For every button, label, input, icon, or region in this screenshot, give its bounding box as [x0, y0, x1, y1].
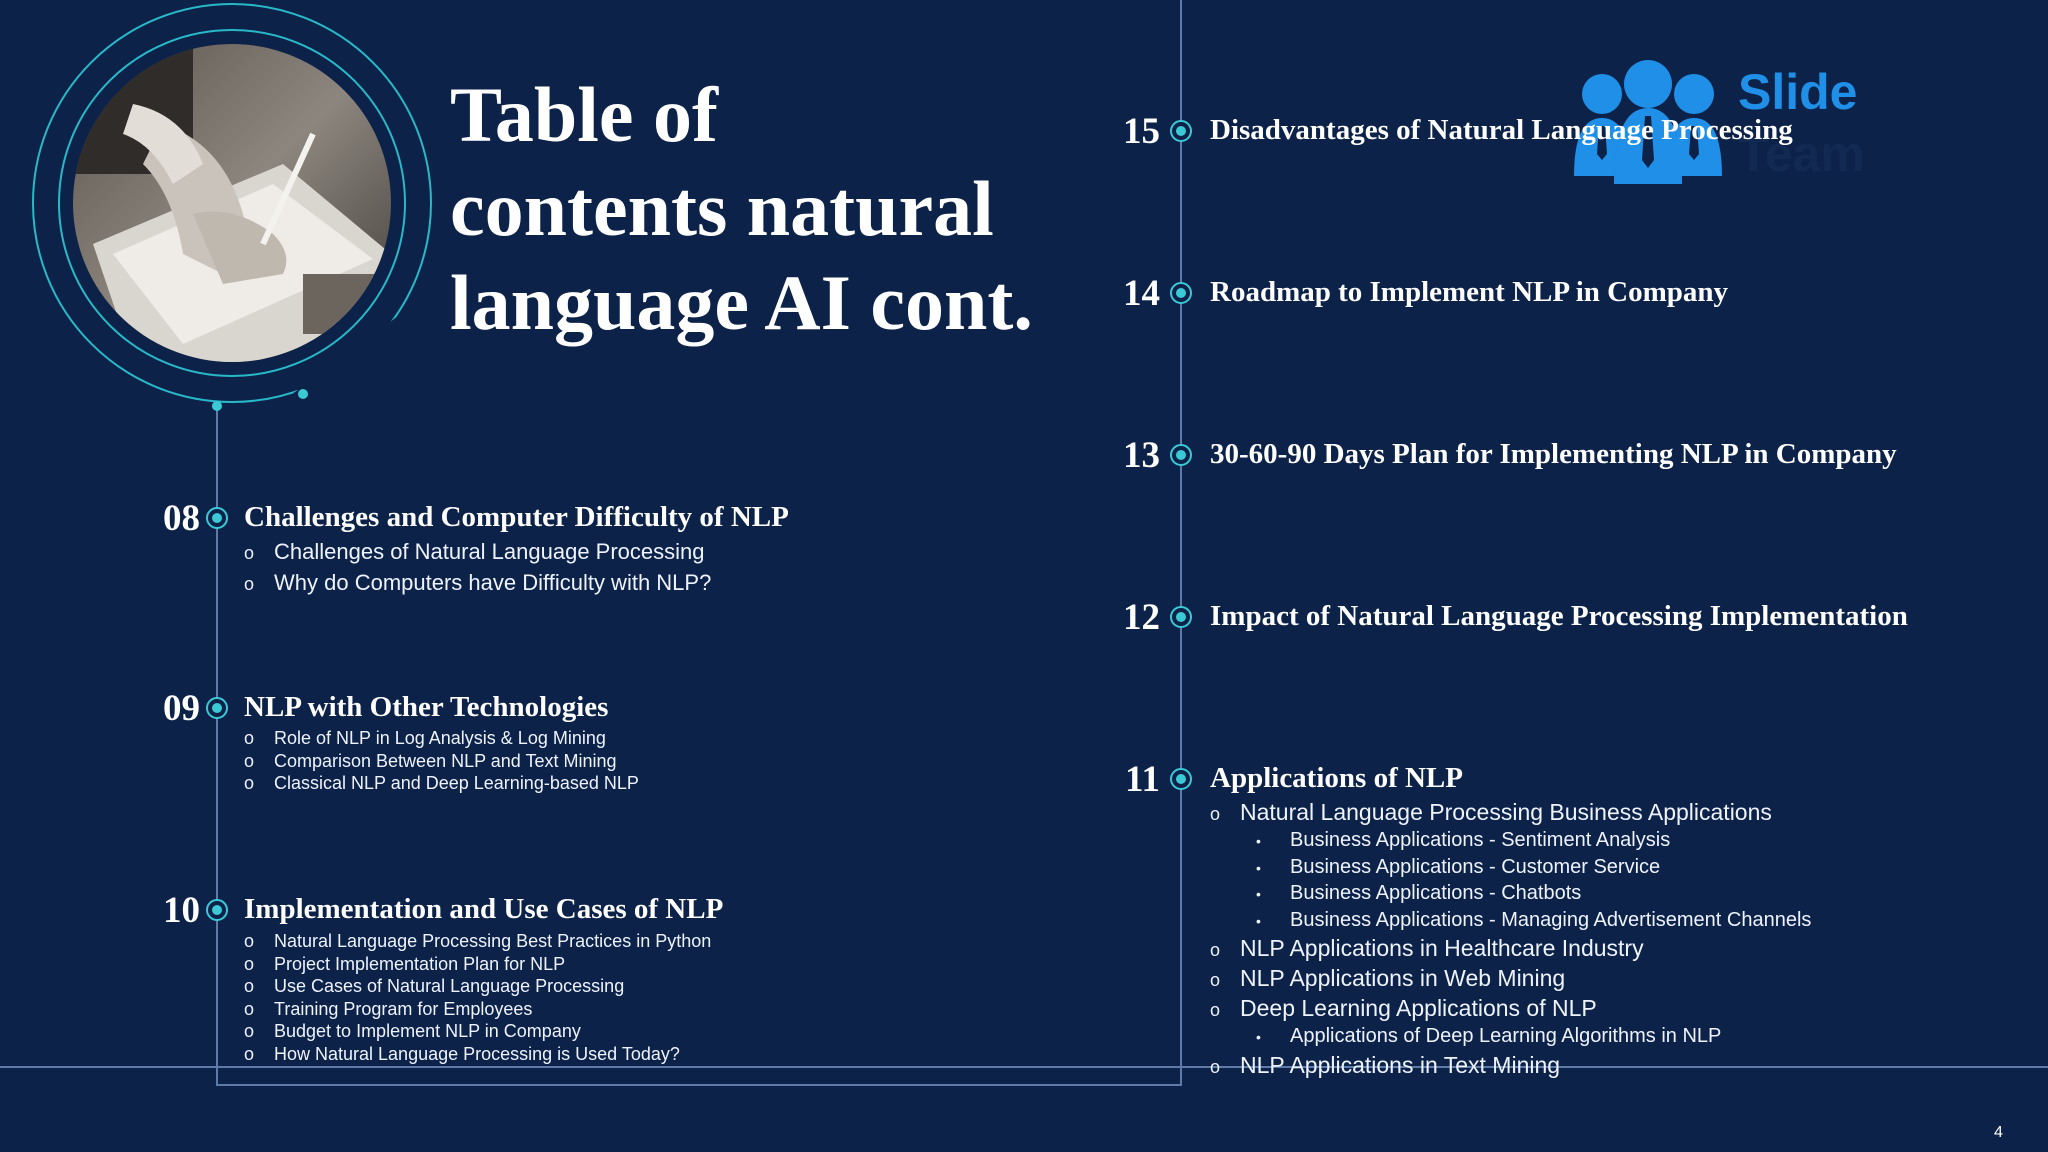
section-number-15: 15: [1123, 111, 1160, 152]
list-item[interactable]: [244, 750, 639, 773]
timeline-dot-08: [206, 507, 228, 529]
list-item-text: Classical NLP and Deep Learning-based NLP: [274, 773, 639, 794]
list-item-text: Training Program for Employees: [274, 998, 533, 1019]
list-item[interactable]: [1210, 1051, 1811, 1081]
bullet-icon: o: [244, 773, 255, 794]
sub-list-item-text: Business Applications - Customer Service: [1290, 855, 1661, 878]
logo-word-team: Team: [1738, 126, 1865, 182]
list-item-text: Why do Computers have Difficulty with NLP?: [274, 570, 712, 595]
bullet-icon: o: [244, 1043, 255, 1064]
sub-list-item[interactable]: [1210, 881, 1811, 908]
list-item[interactable]: [244, 975, 711, 998]
timeline-dot-10: [206, 899, 228, 921]
bullet-icon: o: [1210, 970, 1221, 991]
list-item-text: Comparison Between NLP and Text Mining: [274, 750, 617, 771]
bullet-icon: •: [1256, 859, 1261, 876]
sub-list-item[interactable]: [1210, 855, 1811, 882]
section-list-09: [244, 727, 639, 795]
list-item[interactable]: [244, 998, 711, 1021]
section-number-09: 09: [163, 688, 200, 729]
timeline-dot-09: [206, 697, 228, 719]
bullet-icon: o: [244, 750, 255, 771]
sub-list-item-text: Applications of Deep Learning Algorithms in NLP: [1290, 1025, 1722, 1048]
timeline-dot-11: [1170, 768, 1192, 790]
section-heading-11[interactable]: Applications of NLP: [1210, 762, 1463, 794]
list-item[interactable]: [244, 953, 711, 976]
section-heading-08[interactable]: Challenges and Computer Difficulty of NLP: [244, 501, 789, 533]
list-item[interactable]: [244, 772, 639, 795]
section-number-11: 11: [1125, 759, 1160, 800]
list-item[interactable]: [1210, 934, 1811, 964]
list-item[interactable]: [1210, 994, 1811, 1024]
section-heading-13[interactable]: 30-60-90 Days Plan for Implementing NLP in Company: [1210, 438, 1897, 470]
section-heading-10[interactable]: Implementation and Use Cases of NLP: [244, 893, 724, 925]
sub-list-item-text: Business Applications - Managing Advertisement Channels: [1290, 908, 1812, 931]
list-item[interactable]: [244, 1020, 711, 1043]
list-item[interactable]: [1210, 964, 1811, 994]
bullet-icon: •: [1256, 1029, 1261, 1046]
sub-list-item[interactable]: [1210, 908, 1811, 935]
list-item-text: Role of NLP in Log Analysis & Log Mining: [274, 728, 606, 748]
bullet-icon: o: [1210, 1000, 1221, 1021]
bullet-icon: o: [244, 931, 255, 951]
list-item-text: Challenges of Natural Language Processing: [274, 539, 705, 564]
sub-list-item[interactable]: [1210, 1024, 1811, 1051]
section-heading-12[interactable]: Impact of Natural Language Processing Implementation: [1210, 600, 1908, 632]
page-number: 4: [1994, 1124, 2003, 1141]
list-item-text: Deep Learning Applications of NLP: [1240, 995, 1597, 1022]
section-number-10: 10: [163, 890, 200, 931]
title-line-1: Table of: [450, 71, 719, 158]
section-number-08: 08: [163, 498, 200, 539]
list-item[interactable]: [244, 727, 639, 750]
list-item-text: NLP Applications in Web Mining: [1240, 965, 1566, 992]
bullet-icon: o: [244, 998, 255, 1019]
bullet-icon: •: [1256, 886, 1261, 903]
section-heading-14[interactable]: Roadmap to Implement NLP in Company: [1210, 276, 1729, 308]
list-item-text: NLP Applications in Healthcare Industry: [1240, 935, 1644, 962]
section-list-11: [1210, 798, 1811, 1081]
list-item-text: Natural Language Processing Business Applications: [1240, 799, 1772, 825]
timeline-dot-12: [1170, 606, 1192, 628]
list-item[interactable]: [1210, 798, 1811, 828]
timeline-dot-14: [1170, 282, 1192, 304]
list-item[interactable]: [244, 568, 711, 599]
bullet-icon: o: [244, 1021, 255, 1042]
sub-list-item[interactable]: [1210, 828, 1811, 855]
sub-list-item-text: Business Applications - Chatbots: [1290, 882, 1582, 905]
section-heading-15[interactable]: Disadvantages of Natural Language Processing: [1210, 114, 1793, 146]
list-item[interactable]: [244, 1043, 711, 1066]
section-list-10: [244, 930, 711, 1066]
person-writing-photo: [73, 44, 391, 362]
timeline-dot-15: [1170, 120, 1192, 142]
bullet-icon: o: [244, 953, 255, 974]
section-number-13: 13: [1123, 435, 1160, 476]
section-number-12: 12: [1123, 597, 1160, 638]
sub-list-item-text: Business Applications - Sentiment Analysis: [1290, 829, 1671, 851]
list-item[interactable]: [244, 537, 711, 568]
timeline-bottom-connector: [216, 1084, 1182, 1086]
title-line-3: language AI cont.: [450, 259, 1033, 346]
list-item-text: How Natural Language Processing is Used Today?: [274, 1043, 680, 1064]
bullet-icon: o: [244, 574, 255, 594]
section-number-14: 14: [1123, 273, 1160, 314]
bullet-icon: o: [1210, 1056, 1221, 1077]
list-item-text: Natural Language Processing Best Practices in Python: [274, 931, 712, 951]
list-item-text: Use Cases of Natural Language Processing: [274, 976, 625, 997]
logo-word-slide: Slide: [1738, 64, 1858, 120]
list-item[interactable]: [244, 930, 711, 953]
bullet-icon: o: [244, 976, 255, 997]
timeline-dot-13: [1170, 444, 1192, 466]
bullet-icon: •: [1256, 833, 1261, 849]
bullet-icon: o: [1210, 804, 1221, 824]
left-timeline-start-dot: [212, 401, 222, 411]
ring-end-dot: [298, 389, 308, 399]
list-item-text: Budget to Implement NLP in Company: [274, 1021, 581, 1042]
page-title: [450, 68, 1070, 350]
right-timeline-line: [1180, 0, 1182, 1086]
list-item-text: Project Implementation Plan for NLP: [274, 953, 566, 974]
bullet-icon: o: [244, 543, 255, 563]
section-heading-09[interactable]: NLP with Other Technologies: [244, 691, 609, 723]
bullet-icon: o: [244, 728, 255, 748]
section-list-08: [244, 537, 711, 599]
list-item-text: NLP Applications in Text Mining: [1240, 1051, 1561, 1078]
bullet-icon: o: [1210, 940, 1221, 961]
bullet-icon: •: [1256, 912, 1261, 929]
title-line-2: contents natural: [450, 165, 994, 252]
